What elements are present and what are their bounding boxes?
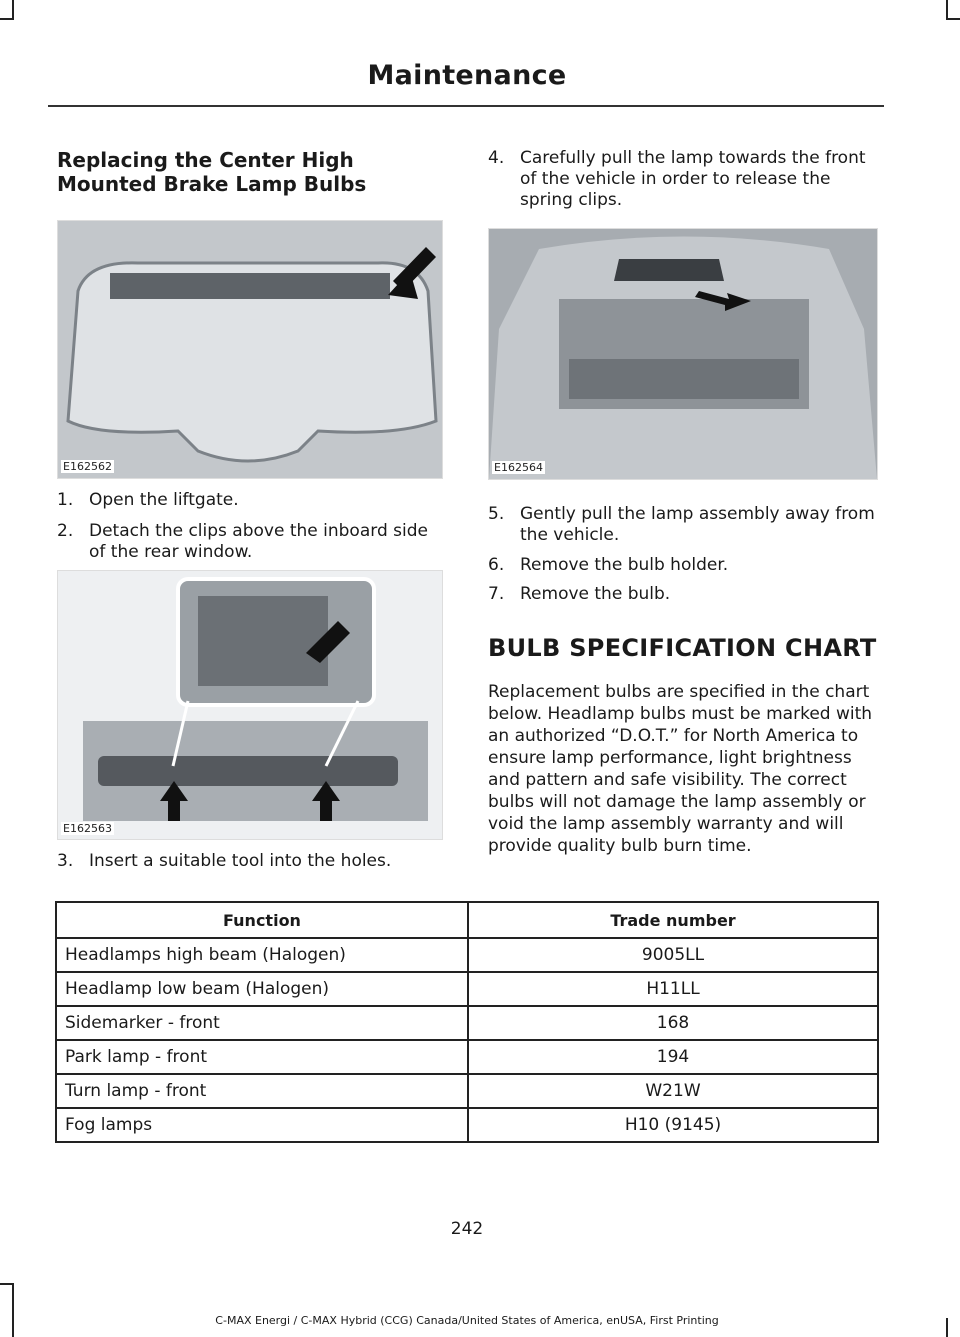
column-header-trade-number: Trade number [468, 902, 878, 938]
figure-clips-detail [57, 570, 443, 840]
trade-number-cell: H11LL [468, 972, 878, 1006]
page-header-title: Maintenance [367, 60, 567, 91]
table-row [56, 938, 878, 972]
crop-mark [0, 18, 14, 20]
step-number: 6. [488, 555, 505, 575]
step-number: 1. [57, 490, 74, 510]
function-cell: Headlamps high beam (Halogen) [56, 938, 468, 972]
figure-liftgate-window [57, 220, 443, 479]
crop-mark [946, 0, 948, 18]
table-row [56, 972, 878, 1006]
trade-number-cell: 168 [468, 1006, 878, 1040]
step-text: Gently pull the lamp assembly away from the vehicle. [520, 504, 875, 545]
crop-mark [946, 18, 960, 20]
figure-pull-lamp [488, 228, 878, 480]
crop-mark [0, 1283, 14, 1285]
step-number: 3. [57, 851, 74, 871]
step-text: Open the liftgate. [89, 490, 239, 510]
step-7 [488, 584, 878, 605]
crop-mark [12, 1283, 14, 1337]
step-2 [57, 521, 441, 563]
pull-lamp-illustration [489, 229, 877, 479]
section-title: BULB SPECIFICATION CHART [488, 634, 877, 662]
figure-id-label: E162562 [63, 460, 112, 473]
step-4 [488, 148, 878, 211]
table-row [56, 1040, 878, 1074]
step-text: Remove the bulb. [520, 584, 671, 604]
function-cell: Turn lamp - front [56, 1074, 468, 1108]
header-divider [48, 105, 884, 107]
trade-number-cell: 9005LL [468, 938, 878, 972]
table-header-row [56, 902, 878, 938]
step-3 [57, 851, 441, 872]
trade-number-cell: 194 [468, 1040, 878, 1074]
function-cell: Sidemarker - front [56, 1006, 468, 1040]
table-row [56, 1074, 878, 1108]
page-number: 242 [450, 1219, 484, 1239]
trade-number-cell: H10 (9145) [468, 1108, 878, 1142]
intro-paragraph: Replacement bulbs are specified in the chart below. Headlamp bulbs must be marked with an authorized “D.O.T.” for North America to ensure lamp performance, light brightness and pattern and safe visibility. The correct bulbs will not damage the lamp assembly or void the lamp assembly warranty and will provide quality bulb burn time. [488, 682, 873, 856]
step-text: Carefully pull the lamp towards the front of the vehicle in order to release the spring clips. [520, 148, 866, 210]
liftgate-illustration [58, 221, 442, 478]
crop-mark [12, 0, 14, 18]
function-cell: Park lamp - front [56, 1040, 468, 1074]
clips-illustration [58, 571, 442, 839]
step-1 [57, 490, 441, 511]
figure-id-label: E162563 [63, 822, 112, 835]
step-6 [488, 555, 878, 576]
table-row [56, 1006, 878, 1040]
step-text: Remove the bulb holder. [520, 555, 729, 575]
table-row [56, 1108, 878, 1142]
step-5 [488, 504, 878, 546]
figure-id-label: E162564 [494, 461, 543, 474]
step-number: 7. [488, 584, 505, 604]
bulb-spec-table [55, 901, 879, 1143]
function-cell: Fog lamps [56, 1108, 468, 1142]
step-text: Detach the clips above the inboard side of the rear window. [89, 521, 428, 562]
step-text: Insert a suitable tool into the holes. [89, 851, 392, 871]
step-number: 4. [488, 148, 505, 168]
section-heading: Replacing the Center High Mounted Brake Lamp Bulbs [57, 148, 367, 196]
step-number: 5. [488, 504, 505, 524]
crop-mark [946, 1318, 948, 1337]
function-cell: Headlamp low beam (Halogen) [56, 972, 468, 1006]
footer-text: C-MAX Energi / C-MAX Hybrid (CCG) Canada/United States of America, enUSA, First Printing [215, 1314, 719, 1327]
column-header-function: Function [56, 902, 468, 938]
step-number: 2. [57, 521, 74, 541]
trade-number-cell: W21W [468, 1074, 878, 1108]
